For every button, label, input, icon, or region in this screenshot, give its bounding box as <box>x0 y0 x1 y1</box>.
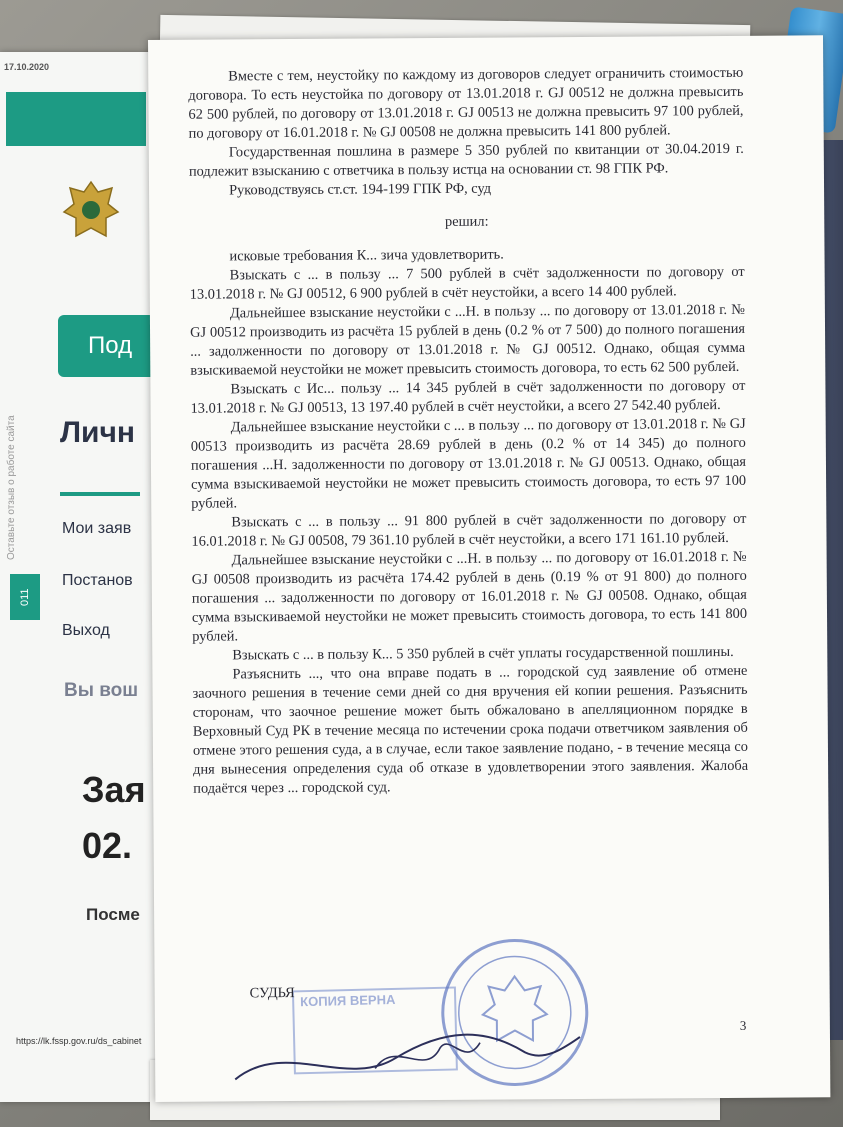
document-paragraph: Вместе с тем, неустойку по каждому из договоров следует ограничить стоимостью договора. То есть неустойка по договору от 13.01.2018 г. GJ 00512 не должна превысить 62 500 рублей, по договору от 13.01.2018 г. GJ 00513 не должна превысить 97 100 рублей, по договору от 16.01.2018 г. № GJ 00508 не должна превысить 141 800 рублей. <box>188 64 744 142</box>
printout-menu-item: Постанов <box>62 572 133 589</box>
printout-badge: 011 <box>10 574 40 620</box>
page-number: 3 <box>739 1017 747 1033</box>
court-decision-page <box>148 35 830 1102</box>
document-paragraph: Взыскать с Ис... пользу ... 14 345 рублей в счёт задолженности по договору от 13.01.2018 г. № GJ 00513, 13 197.40 рублей в счёт неустойки, а всего 27 542.40 рублей. <box>190 377 746 417</box>
fssp-emblem-icon <box>62 178 120 242</box>
printout-subtitle: Вы вош <box>64 680 139 701</box>
document-paragraph: Дальнейшее взыскание неустойки с ...Н. в пользу ... по договору от 13.01.2018 г. № GJ 00512 производить из расчёта 15 рублей в день (0.2 % от 7 500) до полного погашения ... задолженности по договору от 13.01.2018 г. № GJ 00512. Однако, общая сумма взыскиваемой неустойки не может превысить стоимость договора, то есть 62 500 рублей. <box>189 301 746 379</box>
signature-label: СУДЬЯ <box>249 984 295 1002</box>
document-paragraph: Разъяснить ..., что она вправе подать в ... городской суд заявление об отмене заочного решения в течение семи дней со дня вручения ей копии решения. Разъяснить сторонам, что заочное решение может быть обжаловано в апелляционном порядке в Верховный Суд РК в течение месяца по истечении срока подачи ответчиком заявления об отмене этого решения суда, а в случае, если такое заявление подано, - в течение месяца со дня вынесения определения суда об отказе в удовлетворении этого заявления. Жалоба подаётся через ... городской суд. <box>192 662 749 797</box>
printout-footer-text: Посме <box>86 905 140 924</box>
document-paragraph: Взыскать с ... в пользу ... 7 500 рублей в счёт задолженности по договору от 13.01.2018 г. № GJ 00512, 6 900 рублей в счёт неустойки, а всего 14 400 рублей. <box>189 263 745 303</box>
document-paragraph: Дальнейшее взыскание неустойки с ... в пользу ... по договору от 13.01.2018 г. № GJ 00513 производить из расчёта 28.69 рублей в день (0.2 % от 14 345) до полного погашения ...Н. задолженности по договору от 13.01.2018 г. № GJ 00513. Однако, общая сумма взыскиваемой неустойки не может превысить стоимость договора, то есть 97 100 рублей. <box>190 415 747 512</box>
document-paragraph: решил: <box>444 213 489 230</box>
printout-button: Под <box>58 315 168 377</box>
printout-feedback-tab: Оставьте отзыв о работе сайта <box>6 415 17 560</box>
printout-section-title: Личн <box>60 416 136 449</box>
printout-header-bar <box>6 92 146 146</box>
document-paragraph: Государственная пошлина в размере 5 350 рублей по квитанции от 30.04.2019 г. подлежит взысканию с ответчика в пользу истца на основании ст. 98 ГПК РФ. <box>188 140 744 180</box>
printout-url: https://lk.fssp.gov.ru/ds_cabinet <box>16 1036 142 1046</box>
printout-menu-item: Выход <box>62 622 110 639</box>
document-paragraph: Руководствуясь ст.ст. 194-199 ГПК РФ, суд <box>228 180 492 199</box>
document-paragraph: исковые требования К... зича удовлетворить. <box>229 246 504 265</box>
document-paragraph: Взыскать с ... в пользу К... 5 350 рублей в счёт уплаты государственной пошлины. <box>232 643 734 664</box>
printout-underline <box>60 492 140 496</box>
document-paragraph: Дальнейшее взыскание неустойки с ...Н. в пользу ... по договору от 16.01.2018 г. № GJ 00508 производить из расчёта 174.42 рублей в день (0.19 % от 91 800) до полного погашения ... задолженности по договору от 16.01.2018 г. № GJ 00508. Однако, общая сумма взыскиваемой неустойки не может превысить стоимость договора, то есть 141 800 рублей. <box>191 548 748 645</box>
document-paragraph: Взыскать с ... в пользу ... 91 800 рублей в счёт задолженности по договору от 16.01.2018 г. № GJ 00508, 79 361.10 рублей в счёт неустойки, а всего 171 161.10 рублей. <box>191 510 747 550</box>
printout-date: 17.10.2020 <box>4 62 50 72</box>
printout-heading: Зая 02. <box>82 769 146 866</box>
printout-menu-item: Мои заяв <box>62 520 132 537</box>
copy-certified-stamp: КОПИЯ ВЕРНА <box>292 986 458 1074</box>
judge-signature-icon <box>225 997 586 1100</box>
document-text <box>188 64 748 799</box>
